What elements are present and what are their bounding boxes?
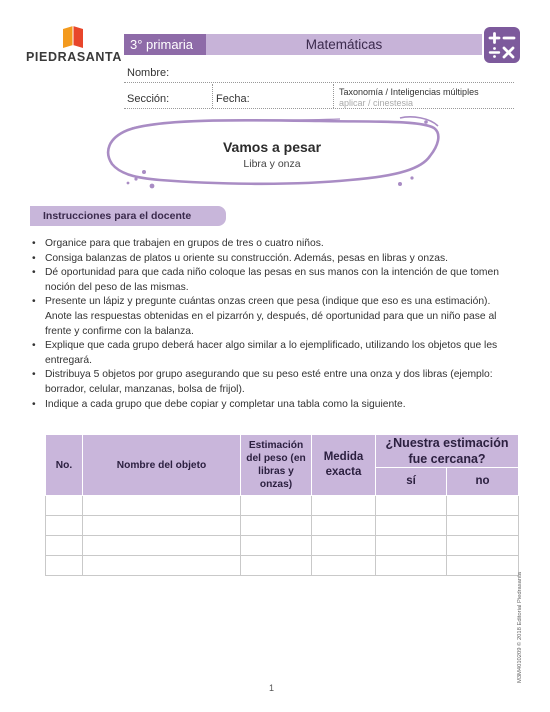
table-cell[interactable] — [376, 496, 447, 516]
page-subtitle: Libra y onza — [243, 158, 301, 170]
table-cell[interactable] — [83, 496, 241, 516]
table-cell[interactable] — [447, 496, 519, 516]
col-header-yes: sí — [376, 468, 447, 496]
title-cloud-frame — [100, 116, 450, 196]
logo-text: PIEDRASANTA — [26, 50, 122, 64]
logo-book-icon — [60, 26, 86, 48]
taxonomy-subtitle: aplicar / cinestesia — [339, 98, 414, 108]
col-header-exact: Medida exacta — [312, 435, 376, 496]
list-item: • Dé oportunidad para que cada niño coloque las pesas en sus manos con la intención de que tomen noción del peso de las mismas. — [32, 266, 514, 295]
table-cell[interactable] — [312, 556, 376, 576]
grade-label — [124, 34, 206, 55]
table-cell[interactable] — [241, 496, 312, 516]
section-label: Sección: — [127, 93, 170, 105]
list-item: • Presente un lápiz y pregunte cuántas onzas creen que pesa (indique que eso es una estimación). Anote las respuestas obtenidas en el pizarrón y, después, dé oportunidad para que un niño pase al frente y confirme con la balanza. — [32, 295, 514, 339]
list-item: • Distribuya 5 objetos por grupo asegurando que su peso esté entre una onza y dos libras (ejemplo: borrador, celular, manzanas, bolsa de frijol). — [32, 368, 514, 397]
table-cell[interactable] — [241, 556, 312, 576]
table-cell[interactable] — [83, 536, 241, 556]
estimation-table — [45, 434, 519, 576]
table-row — [46, 516, 519, 536]
list-item: • Explique que cada grupo deberá hacer algo similar a lo ejemplificado, utilizando los objetos que les entregará. — [32, 339, 514, 368]
page-number: 1 — [269, 683, 275, 693]
name-field[interactable] — [124, 60, 514, 83]
table-cell[interactable] — [241, 516, 312, 536]
table-cell[interactable] — [447, 536, 519, 556]
side-credit: M3M4010209 © 2018 Editorial Piedrasanta — [517, 572, 523, 683]
list-item: • Indique a cada grupo que debe copiar y completar una tabla como la siguiente. — [32, 398, 514, 413]
taxonomy-label: Taxonomía / Inteligencias múltiples — [339, 87, 479, 97]
table-cell[interactable] — [312, 536, 376, 556]
grade-text: 3° primaria — [130, 37, 193, 52]
table-cell[interactable] — [241, 536, 312, 556]
table-cell[interactable] — [376, 536, 447, 556]
table-cell[interactable] — [312, 516, 376, 536]
list-item: • Consiga balanzas de platos u oriente su construcción. Además, pesas en libras y onzas. — [32, 252, 514, 267]
table-cell[interactable] — [376, 516, 447, 536]
col-header-estimate: Estimación del peso (en libras y onzas) — [241, 435, 312, 496]
table-cell[interactable] — [376, 556, 447, 576]
table-cell[interactable] — [46, 496, 83, 516]
table-cell[interactable] — [447, 516, 519, 536]
date-label: Fecha: — [216, 93, 250, 105]
table-cell[interactable] — [447, 556, 519, 576]
name-label: Nombre: — [127, 67, 170, 79]
subject-title: Matemáticas — [206, 34, 482, 55]
field-divider — [333, 84, 334, 108]
col-header-number: No. — [46, 435, 83, 496]
page-title: Vamos a pesar — [222, 139, 322, 155]
table-row — [46, 556, 519, 576]
col-header-no: no — [447, 468, 519, 496]
table-cell[interactable] — [83, 556, 241, 576]
table-row — [46, 496, 519, 516]
table-cell[interactable] — [46, 536, 83, 556]
col-header-close: ¿Nuestra estimación fue cercana? — [376, 435, 519, 468]
field-divider — [212, 84, 213, 108]
instructions-heading: Instrucciones para el docente — [30, 206, 226, 226]
math-operations-icon — [484, 27, 520, 63]
instructions-list — [32, 237, 514, 412]
table-row — [46, 536, 519, 556]
table-cell[interactable] — [83, 516, 241, 536]
list-item: • Organice para que trabajen en grupos de tres o cuatro niños. — [32, 237, 514, 252]
table-cell[interactable] — [312, 496, 376, 516]
table-cell[interactable] — [46, 556, 83, 576]
table-cell[interactable] — [46, 516, 83, 536]
col-header-object-name: Nombre del objeto — [83, 435, 241, 496]
